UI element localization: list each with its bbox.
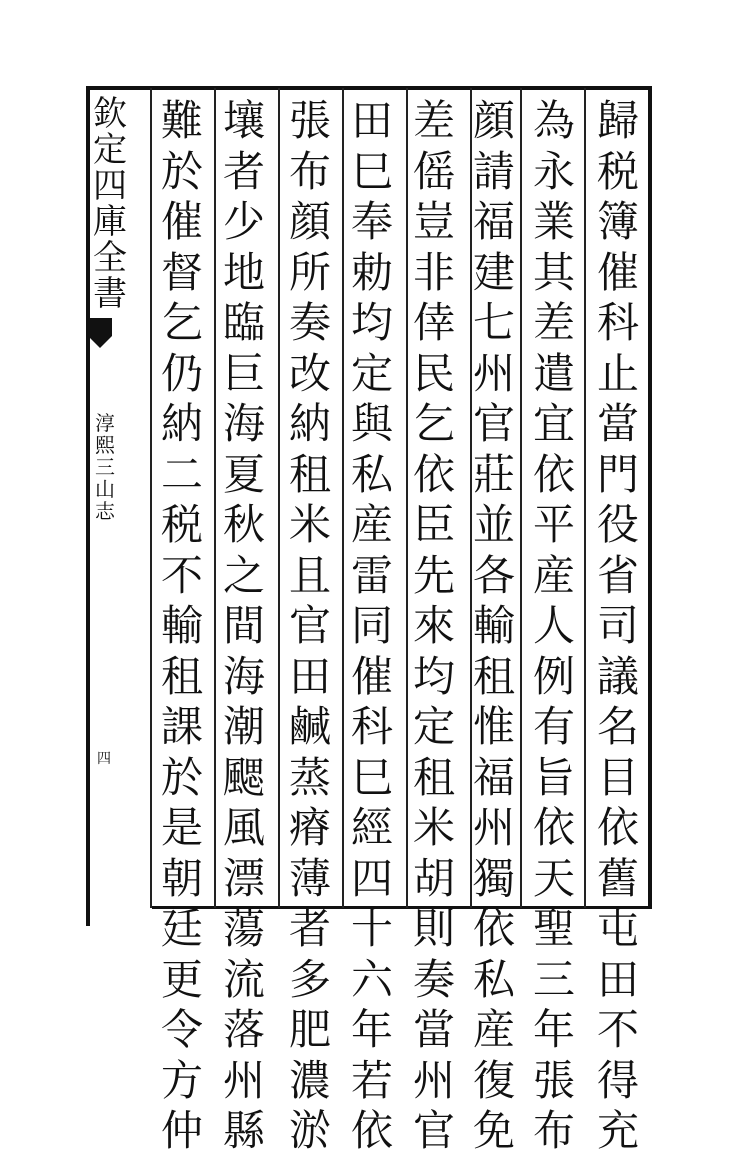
character: 十 xyxy=(350,904,393,953)
character: 秋 xyxy=(222,500,265,549)
character: 為 xyxy=(532,96,575,145)
character: 業 xyxy=(532,197,575,246)
character: 並 xyxy=(472,500,515,549)
character: 風 xyxy=(222,803,265,852)
character: 瘠 xyxy=(288,803,331,852)
character: 依 xyxy=(532,449,575,499)
character: 催 xyxy=(596,247,639,297)
character: 得 xyxy=(596,1055,639,1105)
character: 旨 xyxy=(532,752,575,802)
character: 六 xyxy=(350,954,393,1004)
character: 三 xyxy=(532,954,575,1004)
character: 流 xyxy=(222,954,265,1004)
character: 依 xyxy=(532,803,575,852)
character: 私 xyxy=(472,954,515,1004)
character: 非 xyxy=(412,247,455,297)
character: 張 xyxy=(532,1055,575,1105)
character: 熙 xyxy=(95,433,115,457)
column-rule xyxy=(584,88,586,908)
character: 傜 xyxy=(412,146,455,196)
character: 莊 xyxy=(472,449,515,499)
character: 朝 xyxy=(160,853,203,903)
character: 民 xyxy=(412,348,455,398)
character: 産 xyxy=(472,1005,515,1054)
character: 於 xyxy=(160,752,203,802)
character: 鹹 xyxy=(288,702,331,751)
character: 多 xyxy=(288,954,331,1004)
character: 私 xyxy=(350,449,393,499)
text-column-3 xyxy=(466,96,522,1155)
character: 令 xyxy=(160,1005,203,1054)
character: 人 xyxy=(532,601,575,650)
character: 落 xyxy=(222,1005,265,1054)
text-column-2 xyxy=(526,96,582,1155)
character: 門 xyxy=(596,449,639,499)
character: 議 xyxy=(596,651,639,701)
character: 充 xyxy=(596,1106,639,1155)
character: 同 xyxy=(350,601,393,650)
character: 福 xyxy=(472,752,515,802)
character: 天 xyxy=(532,853,575,903)
character: 租 xyxy=(472,651,515,701)
character: 平 xyxy=(532,500,575,549)
character: 納 xyxy=(160,399,203,448)
character: 納 xyxy=(288,399,331,448)
character: 州 xyxy=(412,1055,455,1105)
character: 催 xyxy=(160,197,203,246)
character: 田 xyxy=(288,651,331,701)
character: 年 xyxy=(532,1005,575,1054)
character: 屯 xyxy=(596,904,639,953)
text-column-6 xyxy=(282,96,338,1155)
character: 者 xyxy=(222,146,265,196)
character: 乞 xyxy=(160,298,203,347)
text-column-8 xyxy=(154,96,210,1155)
character: 漂 xyxy=(222,853,265,903)
character: 州 xyxy=(222,1055,265,1105)
character: 税 xyxy=(160,500,203,549)
character: 不 xyxy=(596,1005,639,1054)
frame-right-border xyxy=(648,86,652,908)
character: 少 xyxy=(222,197,265,246)
character: 依 xyxy=(412,449,455,499)
character: 海 xyxy=(222,399,265,448)
character: 目 xyxy=(596,752,639,802)
character: 差 xyxy=(532,298,575,347)
character: 書 xyxy=(93,274,127,314)
character: 七 xyxy=(472,298,515,347)
character: 輸 xyxy=(472,601,515,650)
character: 巨 xyxy=(222,348,265,398)
character: 且 xyxy=(288,550,331,600)
character: 例 xyxy=(532,651,575,701)
character: 依 xyxy=(350,1106,393,1155)
character: 田 xyxy=(596,954,639,1004)
character: 税 xyxy=(596,146,639,196)
character: 米 xyxy=(412,803,455,852)
character: 巳 xyxy=(350,752,393,802)
character: 惟 xyxy=(472,702,515,751)
character: 役 xyxy=(596,500,639,549)
character: 欽 xyxy=(93,94,127,134)
text-column-7 xyxy=(216,96,272,1155)
character: 官 xyxy=(412,1106,455,1155)
character: 依 xyxy=(472,904,515,953)
character: 奏 xyxy=(412,954,455,1004)
character: 當 xyxy=(596,399,639,448)
character: 産 xyxy=(532,550,575,600)
character: 海 xyxy=(222,651,265,701)
character: 其 xyxy=(532,247,575,297)
character: 督 xyxy=(160,247,203,297)
character: 州 xyxy=(472,803,515,852)
character: 遣 xyxy=(532,348,575,398)
column-rule xyxy=(278,88,280,908)
character: 四 xyxy=(93,166,127,206)
character: 課 xyxy=(160,702,203,751)
character: 肥 xyxy=(288,1005,331,1054)
character: 均 xyxy=(350,298,393,347)
character: 庫 xyxy=(93,202,127,242)
character: 當 xyxy=(412,1005,455,1054)
character: 舊 xyxy=(596,853,639,903)
character: 復 xyxy=(472,1055,515,1105)
character: 雷 xyxy=(350,550,393,600)
character: 更 xyxy=(160,954,203,1004)
character: 請 xyxy=(472,146,515,196)
character: 名 xyxy=(596,702,639,751)
character: 顔 xyxy=(288,197,331,246)
character: 壤 xyxy=(222,96,265,145)
character: 潮 xyxy=(222,702,265,751)
character: 止 xyxy=(596,348,639,398)
text-column-1 xyxy=(590,96,646,1155)
character: 蒸 xyxy=(288,752,331,802)
character: 官 xyxy=(288,601,331,650)
character: 薄 xyxy=(288,853,331,903)
character: 顔 xyxy=(472,96,515,145)
character: 布 xyxy=(288,146,331,196)
character: 來 xyxy=(412,601,455,650)
character: 福 xyxy=(472,197,515,246)
character: 建 xyxy=(472,247,515,297)
character: 淤 xyxy=(288,1106,331,1155)
character: 改 xyxy=(288,348,331,398)
character: 仍 xyxy=(160,348,203,398)
character: 依 xyxy=(596,803,639,852)
fish-tail-ornament-icon xyxy=(88,318,112,368)
character: 免 xyxy=(472,1106,515,1155)
character: 臨 xyxy=(222,298,265,347)
character: 豈 xyxy=(412,197,455,246)
column-rule xyxy=(150,88,152,908)
character: 司 xyxy=(596,601,639,650)
character: 夏 xyxy=(222,449,265,499)
character: 於 xyxy=(160,146,203,196)
character: 難 xyxy=(160,96,203,145)
character: 則 xyxy=(412,904,455,953)
character: 差 xyxy=(412,96,455,145)
character: 所 xyxy=(288,247,331,297)
character: 四 xyxy=(350,853,393,903)
character: 間 xyxy=(222,601,265,650)
character: 均 xyxy=(412,651,455,701)
character: 方 xyxy=(160,1055,203,1105)
text-column-4 xyxy=(406,96,462,1155)
character: 各 xyxy=(472,550,515,600)
character: 與 xyxy=(350,399,393,448)
character: 濃 xyxy=(288,1055,331,1105)
character: 聖 xyxy=(532,904,575,953)
character: 租 xyxy=(160,651,203,701)
character: 産 xyxy=(350,500,393,549)
character: 州 xyxy=(472,348,515,398)
character: 官 xyxy=(472,399,515,448)
character: 布 xyxy=(532,1106,575,1155)
character: 全 xyxy=(93,238,127,278)
character: 是 xyxy=(160,803,203,852)
character: 租 xyxy=(412,752,455,802)
character: 科 xyxy=(350,702,393,751)
character: 奏 xyxy=(288,298,331,347)
character: 獨 xyxy=(472,853,515,903)
character: 年 xyxy=(350,1005,393,1054)
character: 不 xyxy=(160,550,203,600)
character: 淳 xyxy=(95,411,115,435)
character: 科 xyxy=(596,298,639,347)
character: 倖 xyxy=(412,298,455,347)
character: 廷 xyxy=(160,904,203,953)
character: 先 xyxy=(412,550,455,600)
margin-book-title xyxy=(90,412,120,522)
margin-collection-title xyxy=(90,96,130,312)
character: 仲 xyxy=(160,1106,203,1155)
character: 三 xyxy=(95,455,115,479)
character: 二 xyxy=(160,449,203,499)
character: 颸 xyxy=(222,752,265,802)
character: 山 xyxy=(95,477,115,501)
character: 乞 xyxy=(412,399,455,448)
character: 之 xyxy=(222,550,265,600)
character: 若 xyxy=(350,1055,393,1105)
character: 永 xyxy=(532,146,575,196)
margin-page-number: 四 xyxy=(97,751,111,767)
character: 經 xyxy=(350,803,393,852)
character: 志 xyxy=(95,499,115,523)
character: 胡 xyxy=(412,853,455,903)
character: 定 xyxy=(412,702,455,751)
character: 者 xyxy=(288,904,331,953)
character: 定 xyxy=(350,348,393,398)
character: 勅 xyxy=(350,247,393,297)
character: 臣 xyxy=(412,500,455,549)
character: 巳 xyxy=(350,146,393,196)
character: 宜 xyxy=(532,399,575,448)
character: 蕩 xyxy=(222,904,265,953)
character: 省 xyxy=(596,550,639,600)
character: 地 xyxy=(222,247,265,297)
character: 催 xyxy=(350,651,393,701)
character: 簿 xyxy=(596,197,639,246)
character: 定 xyxy=(93,130,127,170)
character: 縣 xyxy=(222,1106,265,1155)
character: 有 xyxy=(532,702,575,751)
frame-top-border xyxy=(86,86,652,90)
character: 米 xyxy=(288,500,331,549)
character: 田 xyxy=(350,96,393,145)
character: 租 xyxy=(288,449,331,499)
character: 奉 xyxy=(350,197,393,246)
character: 輸 xyxy=(160,601,203,650)
character: 張 xyxy=(288,96,331,145)
character: 歸 xyxy=(596,96,639,145)
text-column-5 xyxy=(344,96,400,1155)
